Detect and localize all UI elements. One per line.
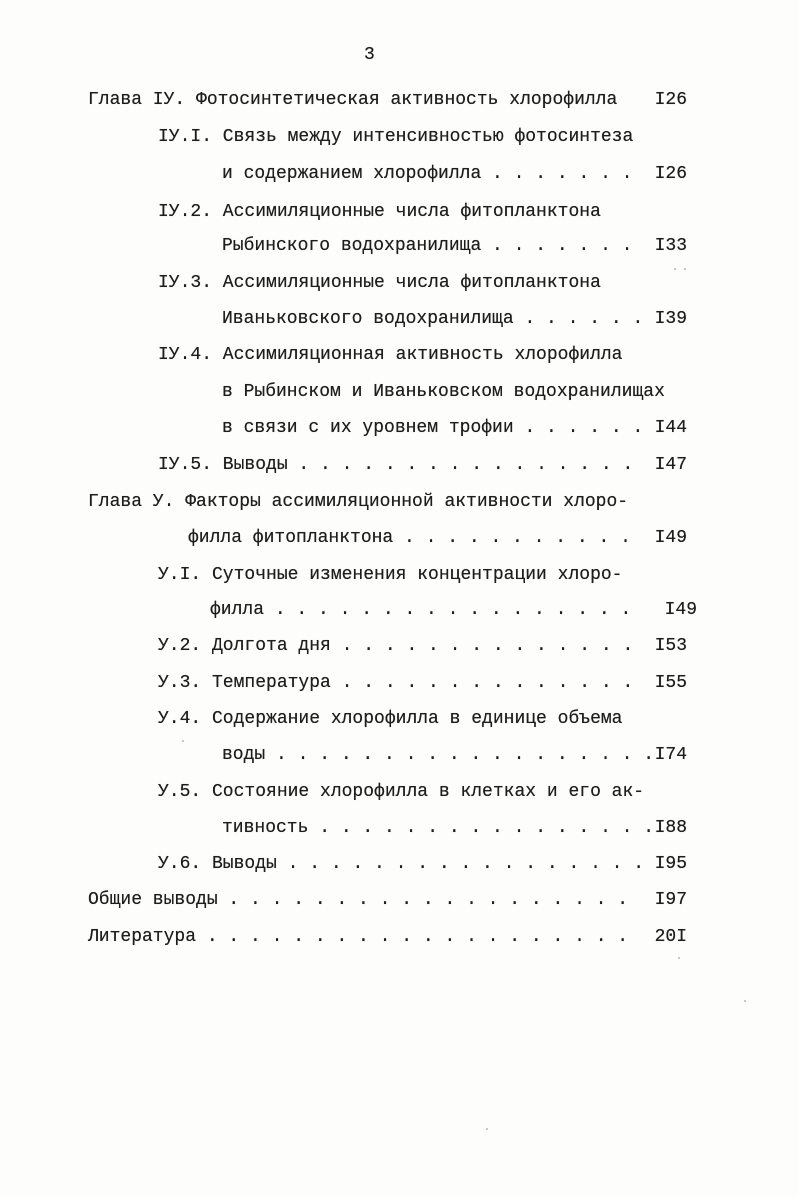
toc-page-number: I88 [654, 818, 687, 838]
toc-entry-5-5 [158, 780, 644, 804]
leader-dots: . . . . . . . . . . . . . . . . . . [265, 745, 655, 765]
toc-entry-title: Рыбинского водохранилища [222, 236, 482, 256]
toc-page-number: I39 [654, 309, 687, 329]
toc-page-number: 20I [654, 927, 687, 947]
toc-page-number: I26 [654, 90, 687, 110]
scan-speck [678, 957, 680, 959]
toc-page-number: I49 [654, 528, 687, 548]
toc-entry-4-4-cont [222, 380, 665, 404]
toc-entry-4-1-cont [222, 162, 687, 186]
toc-entry-title: У.2. Долгота дня [158, 636, 331, 656]
toc-entry-title: Глава У. Факторы ассимиляционной активности хлоро- [88, 492, 629, 512]
toc-entry-title: IУ.4. Ассимиляционная активность хлорофилла [158, 345, 623, 365]
toc-page-number: I53 [654, 636, 687, 656]
scan-speck [486, 1128, 488, 1130]
leader-dots: . . . . . . . . . . . . . . . . [287, 455, 645, 475]
toc-entry-title: в связи с их уровнем трофии [222, 418, 514, 438]
toc-entry-4-4-cont2 [222, 416, 687, 440]
toc-entry-title: У.6. Выводы [158, 854, 277, 874]
toc-page-number: I55 [654, 673, 687, 693]
toc-page-number: I26 [654, 164, 687, 184]
toc-entry-title: в Рыбинском и Иваньковском водохранилищах [222, 382, 665, 402]
toc-entry-title: тивность [222, 818, 309, 838]
leader-dots: . . . . . . [513, 309, 644, 329]
scan-speck [182, 740, 184, 742]
leader-dots: . . . . . . . . . . . . . . . . . [276, 854, 645, 874]
scan-speck [674, 268, 676, 270]
toc-entry-title: Общие выводы [88, 890, 218, 910]
toc-page-number: I97 [654, 890, 687, 910]
toc-page-number: I49 [664, 600, 697, 620]
toc-entry-title: У.3. Температура [158, 673, 331, 693]
leader-dots: . . . . . . . . . . . [393, 528, 642, 548]
toc-entry-title: У.4. Содержание хлорофилла в единице объема [158, 709, 623, 729]
toc-page-number: I33 [654, 236, 687, 256]
toc-entry-chapter-4 [88, 88, 687, 112]
leader-dots: . . . . . . . [481, 236, 644, 256]
scan-speck [684, 268, 686, 270]
toc-entry-5-2 [158, 634, 687, 658]
leader-dots: . . . . . . [513, 418, 644, 438]
toc-entry-chapter-5 [88, 490, 628, 514]
leader-dots: . . . . . . . . . . . . . . [330, 673, 645, 693]
toc-entry-4-2 [158, 200, 601, 224]
toc-entry-title: IУ.I. Связь между интенсивностью фотосинтеза [158, 127, 634, 147]
toc-entry-title: У.I. Суточные изменения концентрации хлоро- [158, 565, 623, 585]
toc-entry-title: воды [222, 745, 266, 765]
toc-entry-chapter-5-cont [188, 526, 687, 550]
toc-entry-title: Глава IУ. Фотосинтетическая активность хлорофилла [88, 90, 618, 110]
page-number: 3 [364, 45, 375, 65]
scan-speck [744, 1000, 746, 1002]
toc-entry-5-6 [158, 852, 687, 876]
toc-page-number: I74 [654, 745, 687, 765]
toc-entry-title: У.5. Состояние хлорофилла в клетках и его ак- [158, 782, 645, 802]
toc-entry-title: Литература [88, 927, 197, 947]
leader-dots: . . . . . . . . . . . . . . [330, 636, 645, 656]
toc-entry-title: Иваньковского водохранилища [222, 309, 514, 329]
toc-entry-5-1-cont [210, 598, 697, 622]
leader-dots: . . . . . . . . . . . . . . . . . . . . [196, 927, 639, 947]
toc-entry-title: и содержанием хлорофилла [222, 164, 482, 184]
leader-dots: . . . . . . . . . . . . . . . . . . . [217, 890, 639, 910]
toc-entry-conclusions [88, 888, 687, 912]
leader-dots: . . . . . . . [481, 164, 644, 184]
leader-dots: . . . . . . . . . . . . . . . . [308, 818, 655, 838]
toc-entry-title: IУ.2. Ассимиляционные числа фитопланктона [158, 202, 601, 222]
toc-entry-5-4 [158, 707, 622, 731]
toc-entry-5-1 [158, 563, 622, 587]
toc-entry-4-2-cont [222, 234, 687, 258]
toc-page-number: I47 [654, 455, 687, 475]
toc-entry-title: филла [210, 600, 265, 620]
toc-entry-5-3 [158, 671, 687, 695]
toc-entry-4-4 [158, 343, 622, 367]
leader-dots [617, 88, 654, 112]
toc-page-number: I95 [654, 854, 687, 874]
toc-entry-4-3-cont [222, 307, 687, 331]
toc-entry-title: филла фитопланктона [188, 528, 394, 548]
toc-entry-4-1 [158, 125, 633, 149]
leader-dots: . . . . . . . . . . . . . . . . . [264, 600, 653, 620]
toc-entry-4-3 [158, 271, 601, 295]
toc-page-number: I44 [654, 418, 687, 438]
toc-entry-4-5 [158, 453, 687, 477]
toc-entry-title: IУ.3. Ассимиляционные числа фитопланктона [158, 273, 601, 293]
toc-entry-references [88, 925, 687, 949]
toc-entry-title: IУ.5. Выводы [158, 455, 288, 475]
toc-entry-5-5-cont [222, 816, 687, 840]
toc-entry-5-4-cont [222, 743, 687, 767]
